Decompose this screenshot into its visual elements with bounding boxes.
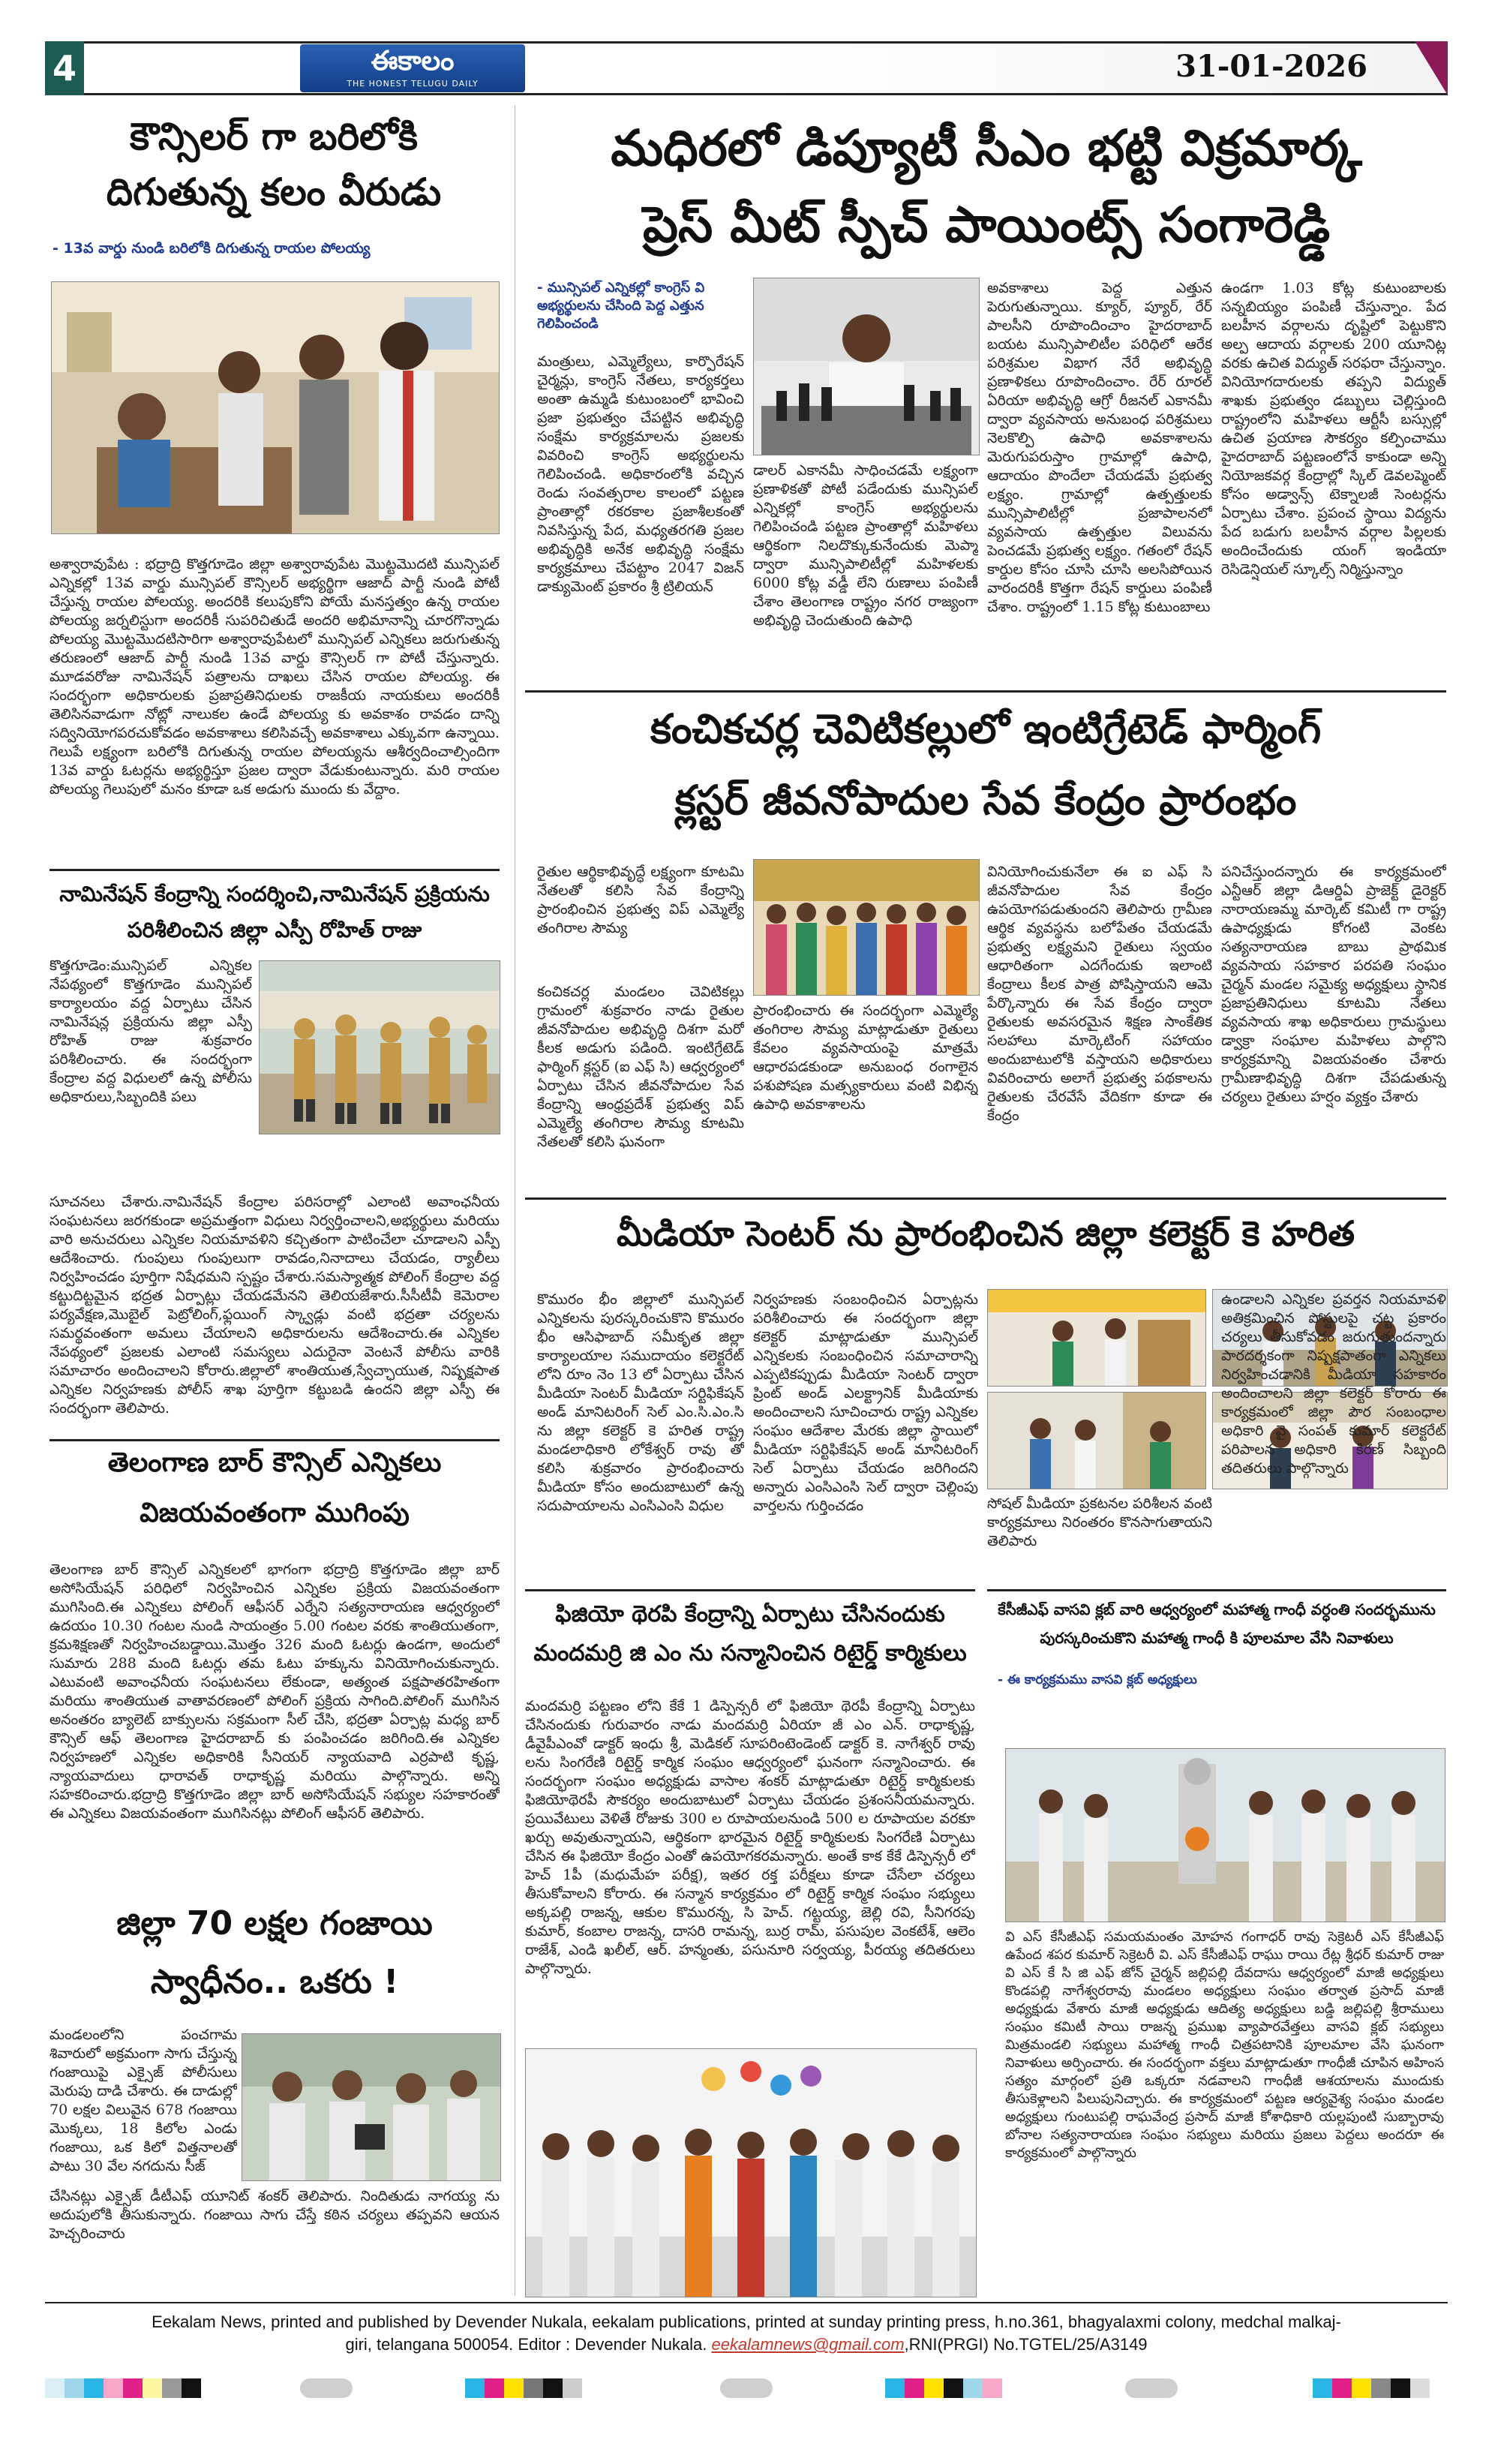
- ganja-photo-illustration: [242, 2034, 500, 2180]
- gandhi-headline-1: కేసీజీఎఫ్ వాసవి క్లబ్ వారి ఆధ్వర్యంలో మహాత్మ గాంధీ వర్ధంతి సందర్భమును: [998, 1600, 1436, 1618]
- gandhi-photo-illustration: [1006, 1749, 1445, 1922]
- physio-headline-1: ఫిజియో థెరపి కేంద్రాన్ని ఏర్పాటు చేసినందుకు: [555, 1601, 945, 1627]
- physio-photo-illustration: [526, 2049, 976, 2297]
- physio-body: మందమర్రి పట్టణం లోని కేకే 1 డిస్పెన్సరీ లో ఫిజియో థెరపీ కేంద్రాన్ని ఏర్పాటు చేసినందుకు గురువారం నాడు మందమర్రి ఏరియా జీ ఎం ఎన్. రాధాకృష్ణ, డీవైపీఎంవో డాక్టర్ ఇంధు శ్రీ, మెడికల్ సూపరింటెండెంట్ డాక్టర్ కె. నాగేశ్వర్ రావు లను సింగరేణి రిటైర్డ్ కార్మిక సంఘం ఆధ్వర్యంలో ఘనంగా సన్మానించారు. ఈ సందర్భంగా సంఘం అధ్యక్షుడు వాసాల శంకర్ మాట్లాడుతూ రిటైర్డ్ కార్మికులకు ఫిజియోథెరపీ సౌకర్యం అందుబాటులో ఏర్పాటు చేయడం ప్రశంసనీయమన్నారు. ప్రయివేటులు వెళితే రోజుకు 300 ల రూపాయలనుండి 500 ల రూపాయల వరకూ ఖర్చు అవుతున్నాయని, ఆర్థికంగా భారమైన రిటైర్డ్ కార్మికులకు సింగరేణి ఏర్పాటు చేసిన ఈ ఫిజియో కేంద్రం ఎంతో ఉపయోగకరమన్నారు. అంతే కాక కేకే డిస్పెన్సరీ లో హెచ్ 1పీ (మధుమేహ పరీక్ష), ఇతర రక్త పరీక్షలు కూడా చేసేలా చర్యలు తీసుకోవాలని కోరారు. ఈ సన్మాన కార్యక్రమం లో రిటైర్డ్ కార్మిక సంఘం సభ్యులు అక్కపల్లి రాజన్న, ఆకుల కొమురన్న, సి హెచ్. గట్టయ్య, జెల్లి రవి, సీనిగరపు కుమార్, కంబాల రాజన్న, దాసరి రామన్న, బుర్ర రామ్, పసుపుల వెంకటేశ్, ఆలెం రాజేశ్, ఎండి ఖలీల్, ఆర్. హన్మంతు, పసునూరి సర్వయ్య, పీరయ్య తదితరులు పాల్గొన్నారు.: [525, 1698, 975, 1977]
- bhatti-photo-illustration: [754, 278, 979, 455]
- media-photo-3: [987, 1392, 1206, 1489]
- media-photo-1-illustration: [988, 1290, 1205, 1386]
- masthead-logo: [300, 44, 525, 92]
- kalam-headline-2: దిగుతున్న కలం వీరుడు: [106, 170, 442, 214]
- physio-photo: [525, 2048, 977, 2297]
- media-col3: సోషల్ మీడియా ప్రకటనల పరిశీలన వంటి కార్యక్రమాలు నిరంతరం కొనసాగుతాయని తెలిపారు: [987, 1495, 1212, 1549]
- bar-council-body: తెలంగాణ బార్ కౌన్సిల్ ఎన్నికలలో భాగంగా భద్రాద్రి కొత్తగూడెం జిల్లా బార్ అసోసియేషన్ పరిధిలో నిర్వహించిన ఎన్నికల ప్రక్రియ విజయవంతంగా ముగిసింది.ఈ ఎన్నికలు పోలింగ్ ఆఫీసర్ ఎర్నేని సత్యనారాయణ ఆధ్వర్యంలో ఉదయం 10.30 గంటల నుండి సాయంత్రం 5.00 గంటల వరకు శాంతియుతంగా, క్రమశిక్షణతో నిర్వహించబడ్డాయి.మొత్తం 326 మంది ఓటర్లు ఉండగా, అందులో సుమారు 288 మంది ఓటర్లు తమ ఓటు హక్కును వినియోగించుకున్నారు. ఎటువంటి అవాంఛనీయ సంఘటనలు లేకుండా, అత్యంత పక్షపాతరహితంగా మరియు శాంతియుత వాతావరణంలో పోలింగ్ ప్రక్రియ సాగింది.పోలింగ్ ముగిసిన అనంతరం బ్యాలెట్ బాక్సులను సక్రమంగా సీల్ చేసి, భద్రతా ఏర్పాట్ల మధ్య బార్ కౌన్సిల్ ఆఫ్ తెలంగాణ హైదరాబాద్ కు పంపించడం జరిగింది.ఈ ఎన్నికల నిర్వహణలో ఎన్నికల అధికారికి సీనియర్ న్యాయవాది ఎర్రపాటి కృష్ణ, న్యాయవాదులు ధారావత్ రాధాకృష్ణ మరియు పాల్గొన్నారు. అన్ని సహకరించారు.భద్రాద్రి కొత్తగూడెం జిల్లా బార్ అసోసియేషన్ సభ్యుల సహకారంతో ఈ ఎన్నికలు విజయవంతంగా ముగిసినట్లు పోలింగ్ ఆఫీసర్ తెలిపారు.: [50, 1561, 500, 1822]
- imprint-line-2: [45, 2333, 1448, 2356]
- divider: [50, 869, 500, 871]
- ganja-headline-2: స్వాధీనం.. ఒకరు !: [150, 1963, 399, 2001]
- nomination-headline: నామినేషన్ కేంద్రాన్ని సందర్శించి,నామినేషన్ ప్రక్రియను పరిశీలించిన జిల్లా ఎస్పీ రోహిత్ రాజు: [59, 882, 490, 942]
- physio-headline-2: మందమర్రి జి ఎం ను సన్మానించిన రిటైర్డ్ కార్మికులు: [533, 1640, 967, 1666]
- farming-headline-2: క్లస్టర్ జీవనోపాదుల సేవ కేంద్రం ప్రారంభం: [674, 777, 1297, 824]
- nomination-photo-illustration: [260, 961, 500, 1134]
- farming-col3: వినియోగించుకునేలా ఈ ఐ ఎఫ్ సి జీవనోపాదుల సేవ కేంద్రం ఉపయోగపడుతుందని తెలిపారు గ్రామీణ ఆర్థిక వ్యవస్థను బలోపేతం చేయడమే ప్రభుత్వ లక్ష్యమని రైతులు స్వయం ఆధారితంగా ఎదగేందుకు ఇలాంటి కేంద్రాలు కీలక పాత్ర పోషిస్తాయని ఆమె పేర్కొన్నారు ఈ సేవ కేంద్రం ద్వారా రైతులకు అవసరమైన శిక్షణ సాంకేతిక సలహాలు మార్కెటింగ్ సహాయం అందుబాటులోకి వస్తాయని అధికారులు వివరించారు అలాగే ప్రభుత్వ పథకాలను రైతులకు చేరవేసే వేదికగా కూడా ఈ కేంద్రం: [987, 864, 1212, 1124]
- farming-col1-lead: రైతుల ఆర్థికాభివృద్ధే లక్ష్యంగా కూటమి నేతలతో కలిసి సేవ కేంద్రాన్ని ప్రారంభించిన ప్రభుత్వ విప్ ఎమ్మెల్యే తంగిరాల సౌమ్య: [537, 864, 744, 936]
- media-col4: ఉండాలని ఎన్నికల ప్రవర్తన నియమావళి అతిక్రమించిన పోస్టులపై చట్ట ప్రకారం చర్యలు తీసుకోవడం జరుగుతుందన్నారు పారదర్శకంగా నిష్పక్షపాతంగా ఎన్నికలు నిర్వహించడానికి మీడియా సహకారం అందించాలని జిల్లా కలెక్టర్ కోరారు ఈ కార్యక్రమంలో జిల్లా పౌర సంబంధాల అధికారి వై సంపత్ కుమార్ కలెక్టరేట్ పరిపాలన అధికారి కిరణ్ సిబ్బంది తదితరులు పాల్గొన్నారు: [1221, 1291, 1446, 1477]
- bhatti-photo: [753, 278, 980, 455]
- bhatti-col1: మంత్రులు, ఎమ్మెల్యేలు, కార్పొరేషన్ చైర్మన్లు, కాంగ్రెస్ నేతలు, కార్యకర్తలు అంతా ఉమ్మడి కుటుంబంలో భావించి ప్రజా ప్రభుత్వం చేపట్టిన అభివృద్ధి సంక్షేమ కార్యక్రమాలను ప్రజలకు వివరించి కాంగ్రెస్ అభ్యర్థులను గెలిపించండి. అధికారంలోకి వచ్చిన రెండు సంవత్సరాల కాలంలో పట్టణ ప్రాంతాల్లో రకరకాల ప్రజాశీలకంతో నివసిస్తున్న పేద, మధ్యతరగతి ప్రజల అభివృద్ధికి అనేక అభివృద్ధి సంక్షేమ కార్యక్రమాలు చేపట్టాం 2047 విజన్ డాక్యుమెంట్ ప్రకారం శ్రీ ట్రిలియన్: [537, 353, 744, 595]
- imprint-rni: ,RNI(PRGI) No.TGTEL/25/A3149: [904, 2335, 1148, 2354]
- gandhi-body: వి ఎస్ కేసీజీఎఫ్ సమయమంతం మోహన గంగాధర్ రావు సెక్రెటరీ ఎస్ కేసీజీఎఫ్ ఉపేంద శపర కుమార్ సెక్రెటరీ వి. ఎస్ కేసీజీఎఫ్ రాఘు రాయి రేట్ల శ్రీధర్ కుమార్ రాజు వి ఎస్ కే సి జి ఎఫ్ జోన్ చైర్మన్ జల్లిపల్లి దేవదాసు ఆధ్వర్యంలో మాజీ అధ్యక్షులు కొండపల్లి నాగేశ్వరరావు మండలం అధ్యక్షులు సంఘం తర్వాత ప్రసాద్ మాజీ అధ్యక్షుడు వేశారు మాజీ అధ్యక్షుడు ఆదిత్య అధ్యక్షులు బడ్డి జల్లిపల్లి శ్రీరాములు సంఘం కమిటీ సాయి రాజన్న ప్రముఖ వ్యాపారవేత్తలు వాసవి క్లబ్ సభ్యులు మిత్రమండలి సభ్యులు మహాత్మ గాంధీ చిత్రపటానికి పూలమాల వేసి ఘనంగా నివాళులు అర్పించారు. ఈ సందర్భంగా వక్తలు మాట్లాడుతూ గాంధీజీ చూపిన అహింస సత్యం మార్గంలో ప్రతి ఒక్కరూ నడవాలని గాంధీజీ ఆశయాలను ముందుకు తీసుకెళ్లాలని పిలుపునిచ్చారు. ఈ కార్యక్రమంలో పట్టణ ఆర్యవైశ్య సంఘం మండల అధ్యక్షులు గుంటుపల్లి రాఘవేంద్ర ప్రసాద్ మాజీ కోశాధికారి యల్లపుంటి సుబ్బారావు బోనాల సత్యనారాయణ సంఘం సభ్యులు మరియు ప్రజలు పెద్దలు అందరూ ఈ కార్యక్రమంలో పాల్గొన్నారు: [1005, 1929, 1444, 2161]
- bhatti-byline: - మున్సిపల్ ఎన్నికల్లో కాంగ్రెస్ వి అభ్యర్థులను చేసింది పెద్ద ఎత్తున గెలిపించండి: [537, 280, 705, 332]
- issue-date: 31-01-2026: [1175, 49, 1367, 84]
- farming-photo-illustration: [754, 860, 979, 995]
- imprint: [45, 2311, 1448, 2356]
- media-photo-3-illustration: [988, 1393, 1205, 1489]
- nomination-body: సూచనలు చేశారు.నామినేషన్ కేంద్రాల పరిసరాల్లో ఎలాంటి అవాంఛనీయ సంఘటనలు జరగకుండా అప్రమత్తంగా విధులు నిర్వర్తించాలని,అభ్యర్థులు మరియు వారి అనుచరులు ఎన్నికల నియమావళిని కచ్చితంగా పాటించేలా చూడాలని ఎస్పీ ఆదేశించారు. గుంపులు గుంపులుగా రావడం,నినాదాలు చేయడం, ర్యాలీలు నిర్వహించడం పూర్తిగా నిషేధమని స్పష్టం చేశారు.సమస్యాత్మక పోలింగ్ కేంద్రాల వద్ద కట్టుదిట్టమైన భద్రత ఏర్పాట్లు చేయడమేనని తెలియజేశారు.సీసీటీవీ కెమెరాల పర్యవేక్షణ,మొబైల్ పెట్రోలింగ్,ఫ్లయింగ్ స్క్వాడ్లు వంటి భద్రతా చర్యలను సమర్థవంతంగా అమలు చేయాలని అధికారులను ఆదేశించారు.ఈ ఎన్నికల నేపథ్యంలో ప్రజలకు ఎలాంటి సమస్యలు ఎదురైనా వెంటనే పోలీసు వారికి సమాచారం అందించాలని కోరారు.జిల్లాలో శాంతియుత,స్వేచ్ఛాయుత, నిష్పక్షపాత ఎన్నికల నిర్వహణకు పోలీస్ శాఖ పూర్తిగా కట్టుబడి ఉందని జిల్లా ఎస్పీ ఈ సందర్భంగా తెలిపారు.: [50, 1194, 500, 1417]
- divider: [525, 1589, 975, 1591]
- page-number-badge: 4: [45, 41, 84, 95]
- divider: [525, 690, 1446, 693]
- media-col2: నిర్వహణకు సంబంధించిన ఏర్పాట్లను పరిశీలించారు ఈ సందర్భంగా జిల్లా కలెక్టర్ మాట్లాడుతూ మున్సిపల్ ఎన్నికలకు సంబంధించిన సమాచారాన్ని ఎప్పటికప్పుడు మీడియా సెంటర్ ద్వారా ప్రింట్ అండ్ ఎలక్ట్రానిక్ మీడియాకు అందించాలని సూచించారు రాష్ట్ర ఎన్నికల సంఘం ఆదేశాల మేరకు జిల్లా స్థాయిలో మీడియా సర్టిఫికేషన్ అండ్ మానిటరింగ్ సెల్ ఏర్పాటు చేయడం జరిగిందని అన్నారు ఎంసిఎంసి సెల్ ద్వారా చెల్లింపు వార్తలను గుర్తించడం: [753, 1291, 978, 1514]
- farming-photo: [753, 859, 980, 996]
- farming-col4: పనిచేస్తుందన్నారు ఈ కార్యక్రమంలో ఎన్టీఆర్ జిల్లా డిఆర్డిఏ ప్రాజెక్ట్ డైరెక్టర్ నారాయణమ్మ మార్కెట్ కమిటీ గా రాష్ట్ర ఉపాధ్యక్షుడు కోగంటి వెంకట సత్యనారాయణ బాబు ప్రాథమిక వ్యవసాయ సహకార పరపతి సంఘం చైర్మన్ మండల సమైక్య అధ్యక్షులు స్థానిక ప్రజాప్రతినిధులు కూటమి నేతలు వ్యవసాయ శాఖ అధికారులు గ్రామస్థులు డ్వాక్రా సంఘాల మహిళలు పాల్గొని కార్యక్రమాన్ని విజయవంతం చేశారు గ్రామీణాభివృద్ధి దిశగా చేపడుతున్న చర్యలు రైతులు హర్షం వ్యక్తం చేశారు: [1221, 864, 1446, 1105]
- gandhi-byline: - ఈ కార్యక్రమము వాసవి క్లబ్ అధ్యక్షులు: [998, 1672, 1197, 1687]
- gandhi-headline-2: పురస్కరించుకొని మహాత్మ గాంధీ కి పూలమాల వేసి నివాళులు: [1040, 1629, 1394, 1647]
- bhatti-col2: డాలర్ ఎకానమీ సాధించడమే లక్ష్యంగా ప్రణాళికతో పోటీ పడేందుకు మున్సిపల్ ఎన్నికల్లో కాంగ్రెస్ అభ్యర్థులను గెలిపించండి పట్టణ ప్రాంతాల్లో మహిళలు ఆర్థికంగా నిలదొక్కుకునేందుకు మెప్మా ద్వారా మున్సిపాలిటీల్లో మహిళలకు 6000 కోట్ల వడ్డీ లేని రుణాలు పంపిణీ చేశాం తెలంగాణ రాష్ట్రం నగర రాజ్యంగా అభివృద్ధి చెందుతుంది ఉపాధి: [753, 462, 978, 629]
- kalam-headline-1: కౌన్సిలర్ గా బరిలోకి: [130, 115, 418, 158]
- color-registration-bars: [45, 2378, 1448, 2398]
- divider: [525, 1197, 1446, 1200]
- footer-divider: [45, 2302, 1448, 2303]
- media-photo-1: [987, 1289, 1206, 1387]
- ganja-body-left: మండలంలోని పంచగామ శివారులో అక్రమంగా సాగు చేస్తున్న గంజాయిపై ఎక్సైజ్ పోలీసులు మెరుపు దాడి చేశారు. ఈ దాడుల్లో 70 లక్షల విలువైన 678 గంజాయి మొక్కలు, 18 కిలోల ఎండు గంజాయి, ఒక కిలో విత్తనాలతో పాటు 30 వేల నగదును సీజ్: [50, 2027, 237, 2174]
- farming-col2: ప్రారంభించారు ఈ సందర్భంగా ఎమ్మెల్యే తంగిరాల సౌమ్య మాట్లాడుతూ రైతులు కేవలం వ్యవసాయంపై మాత్రమే ఆధారపడకుండా అనుబంధ రంగాలైన పశుపోషణ మత్స్యకారులు వంటి విభిన్న ఉపాధి అవకాశాలను: [753, 1002, 978, 1113]
- imprint-email[interactable]: eekalamnews@gmail.com: [711, 2335, 905, 2354]
- logo-tagline: THE HONEST TELUGU DAILY: [347, 79, 479, 89]
- divider: [987, 1589, 1446, 1591]
- kalam-body: అశ్వారావుపేట : భద్రాద్రి కొత్తగూడెం జిల్లా అశ్వారావుపేట మొట్టమొదటి మున్సిపల్ ఎన్నికల్లో 13వ వార్డు మున్సిపల్ కౌన్సిలర్ అభ్యర్థిగా ఆజాద్ పార్టీ నుండి పోటీ చేస్తున్న రాయల పోలయ్య. అందరికి కలుపుకోని పోయే మనస్తత్వం ఉన్న రాయల పోలయ్య జర్నలిస్టుగా అందరికీ సుపరిచితుడే అందరి అభిమానాన్ని చూరగొన్నాడు పోలయ్య మొట్టమొదటిసారిగా అశ్వారావుపేటలో మున్సిపల్ ఎన్నికలు జరుగుతున్న తరుణంలో ఆజాద్ పార్టీ నుండి 13వ వార్డు కౌన్సిలర్ గా పోటీ చేస్తున్నారు. మూడవరోజు నామినేషన్ పత్రాలను దాఖలు చేసిన రాయల పోలయ్య. ఈ సందర్భంగా అధికారులకు ప్రజాప్రతినిధులకు రాజకీయ నాయకులు అందరికీ తెలిసినవాడుగా నోట్లో నాలుకల ఉండే పోలయ్య కు అవకాశం రావడం దాన్ని సద్వినియోగపరచుకోవడం అవకాశాలు కలిసివచ్చే అవకాశాలు ఎక్కువగా ఉన్నాయి. గెలుపే లక్ష్యంగా బరిలోకి దిగుతున్న రాయల పోలయ్యను ఆశీర్వదించాల్సిందిగా 13వ వార్డు ఓటర్లను అభ్యర్థిస్తూ ప్రజల ద్వారా వేడుకుంటున్నారు. మరి రాయల పోలయ్య గెలుపులో మనం కూడా ఒక అడుగు ముందు కు వేద్దాం.: [50, 556, 500, 798]
- kalam-byline: - 13వ వార్డు నుండి బరిలోకి దిగుతున్న రాయల పోలయ్య: [53, 240, 371, 257]
- imprint-address: giri, telangana 500054. Editor : Devender Nukala.: [345, 2335, 707, 2354]
- masthead-accent: [1415, 41, 1448, 95]
- bhatti-headline-1: మధిరలో డిప్యూటీ సీఎం భట్టి విక్రమార్క: [611, 119, 1362, 177]
- farming-col1: కంచికచర్ల మండలం చెవిటికల్లు గ్రామంలో శుక్రవారం నాడు రైతుల జీవనోపాదుల అభివృద్ధి దిశగా మరో కీలక అడుగు పడింది. ఇంటిగ్రేటెడ్ ఫార్మింగ్ క్లస్టర్ (ఐ ఎఫ్ సి) ఆధ్వర్యంలో ఏర్పాటు చేసిన జీవనోపాదుల సేవ కేంద్రాన్ని ఆంధ్రప్రదేశ్ ప్రభుత్వ విప్ ఎమ్మెల్యే తంగిరాల సౌమ్య కూటమి నేతలతో కలిసి ఘనంగా: [537, 984, 744, 1150]
- bar-council-headline-1: తెలంగాణ బార్ కౌన్సిల్ ఎన్నికలు: [107, 1447, 442, 1478]
- bar-council-headline-2: విజయవంతంగా ముగింపు: [140, 1498, 410, 1528]
- nomination-body-left: కొత్తగూడెం:మున్సిపల్ ఎన్నికల నేపథ్యంలో కొత్తగూడెం మున్సిపల్ కార్యాలయం వద్ద ఏర్పాటు చేసిన నామినేషన్ల ప్రక్రియను జిల్లా ఎస్పీ రోహిత్ రాజు శుక్రవారం పరిశీలించారు. ఈ సందర్భంగా కేంద్రాల వద్ద విధులలో ఉన్న పోలీసు అధికారులు,సిబ్బందికి పలు: [50, 957, 252, 1105]
- logo-text: ఈకాలం: [371, 46, 455, 77]
- ganja-headline-1: జిల్లా 70 లక్షల గంజాయి: [116, 1904, 433, 1943]
- farming-headline-1: కంచికచర్ల చెవిటికల్లులో ఇంటిగ్రేటెడ్ ఫార్మింగ్: [650, 705, 1322, 753]
- nomination-photo: [259, 960, 500, 1134]
- ganja-body: చేసినట్లు ఎక్సైజ్ డీటీఎఫ్ యూనిట్ శంకర్ తెలిపారు. నిందితుడు నాగయ్య ను అదుపులోకి తీసుకున్నారు. గంజాయి సాగు చేస్తే కఠిన చర్యలు తప్పవని ఆయన హెచ్చరించారు: [50, 2188, 500, 2242]
- kalam-photo: [51, 281, 500, 534]
- bhatti-headline-2: ప్రెస్ మీట్ స్పీచ్ పాయింట్స్ సంగారెడ్డి: [642, 196, 1331, 254]
- media-headline: మీడియా సెంటర్ ను ప్రారంభించిన జిల్లా కలెక్టర్ కె హరిత: [617, 1213, 1355, 1254]
- ganja-photo: [242, 2033, 501, 2181]
- bhatti-col3: అవకాశాలు పెద్ద ఎత్తున పెరుగుతున్నాయి. క్యూర్, ప్యూర్, రేర్ పాలసీని రూపొందించాం హైదరాబాద్ బయట మున్సిపాలిటీల పరిధిలో ఆరేక పరిశ్రమల విభాగ నేరే అభివృద్ధి ప్రణాళికలు రూపొందించాం. రేర్ రూరల్ ఏరియా అభివృద్ధి ఆగ్రో రీజనల్ ఎకానమీ ద్వారా వ్యవసాయ అనుబంధ పరిశ్రమలు నెలకొల్పి ఉపాధి అవకాశాలను మెరుగుపరుస్తాం గ్రామాల్లో ఉపాధి, ఆదాయం పొందేలా చేయడమే ప్రభుత్వ లక్ష్యం. గ్రామాల్లో ఉత్పత్తులకు మున్సిపాలిటీల్లో ప్రజాపాలనలో వ్యవసాయ ఉత్పత్తుల విలువను పెంచడమే ప్రభుత్వ లక్ష్యం. గతంలో రేషన్ కార్డుల కోసం చూసి చూసి అలసిపోయిన వారందరికీ కొత్తగా రేషన్ కార్డులు పంపిణీ చేశాం. రాష్ట్రంలో 1.15 కోట్ల కుటుంబాలు: [987, 280, 1212, 615]
- imprint-line-1: Eekalam News, printed and published by Devender Nukala, eekalam publications, printed at sunday printing press, h.no.361, bhagyalaxmi colony, medchal malkaj-: [152, 2312, 1341, 2331]
- kalam-photo-illustration: [52, 282, 499, 533]
- masthead: [45, 41, 1448, 95]
- media-col1: కొమురం భీం జిల్లాలో మున్సిపల్ ఎన్నికలను పురస్కరించుకొని కొమురం భీం ఆసిఫాబాద్ సమీకృత జిల్లా కార్యాలయాల సముదాయం కలెక్టరేట్ లోని రూం నెం 13 లో ఏర్పాటు చేసిన మీడియా సెంటర్ మీడియా సర్టిఫికేషన్ అండ్ మానిటరింగ్ సెల్ ఎం.సి.ఎం.సి ను జిల్లా కలెక్టర్ కె హరిత రాష్ట్ర మండలాధికారి లోకేశ్వర్ రావు తో కలిసి శుక్రవారం ప్రారంభించారు మీడియా కోసం అందుబాటులో ఉన్న సదుపాయాలను ఎంసిఎంసి విధుల: [537, 1291, 744, 1514]
- bhatti-col4: ఉండగా 1.03 కోట్ల కుటుంబాలకు సన్నబియ్యం పంపిణీ చేస్తున్నాం. పేద బలహీన వర్గాలను దృష్టిలో పెట్టుకొని అల్ప ఆదాయ వర్గాలకు 200 యూనిట్ల వరకు ఉచిత విద్యుత్ సరఫరా చేస్తున్నాం. వినియోగదారులకు తప్పని విద్యుత్ శాఖకు ప్రభుత్వం డబ్బులు చెల్లిస్తుంది రాష్ట్రంలోని మహిళలు ఆర్టీసీ బస్సుల్లో ఉచిత ప్రయాణ సౌకర్యం కల్పించాము హైదరాబాద్ పట్టణంలోనే కాకుండా అన్ని నియోజకవర్గ కేంద్రాల్లో స్కిల్ డెవలప్మెంట్ కోసం అడ్వాన్స్ టెక్నాలజీ సెంటర్లను ఏర్పాటు చేశాం. ప్రపంచ స్థాయి విద్యను పేద బడుగు బలహీన వర్గాల పిల్లలకు అందించేందుకు యంగ్ ఇండియా రెసిడెన్షియల్ స్కూల్స్ నిర్మిస్తున్నాం: [1221, 280, 1446, 578]
- gandhi-photo: [1005, 1748, 1445, 1922]
